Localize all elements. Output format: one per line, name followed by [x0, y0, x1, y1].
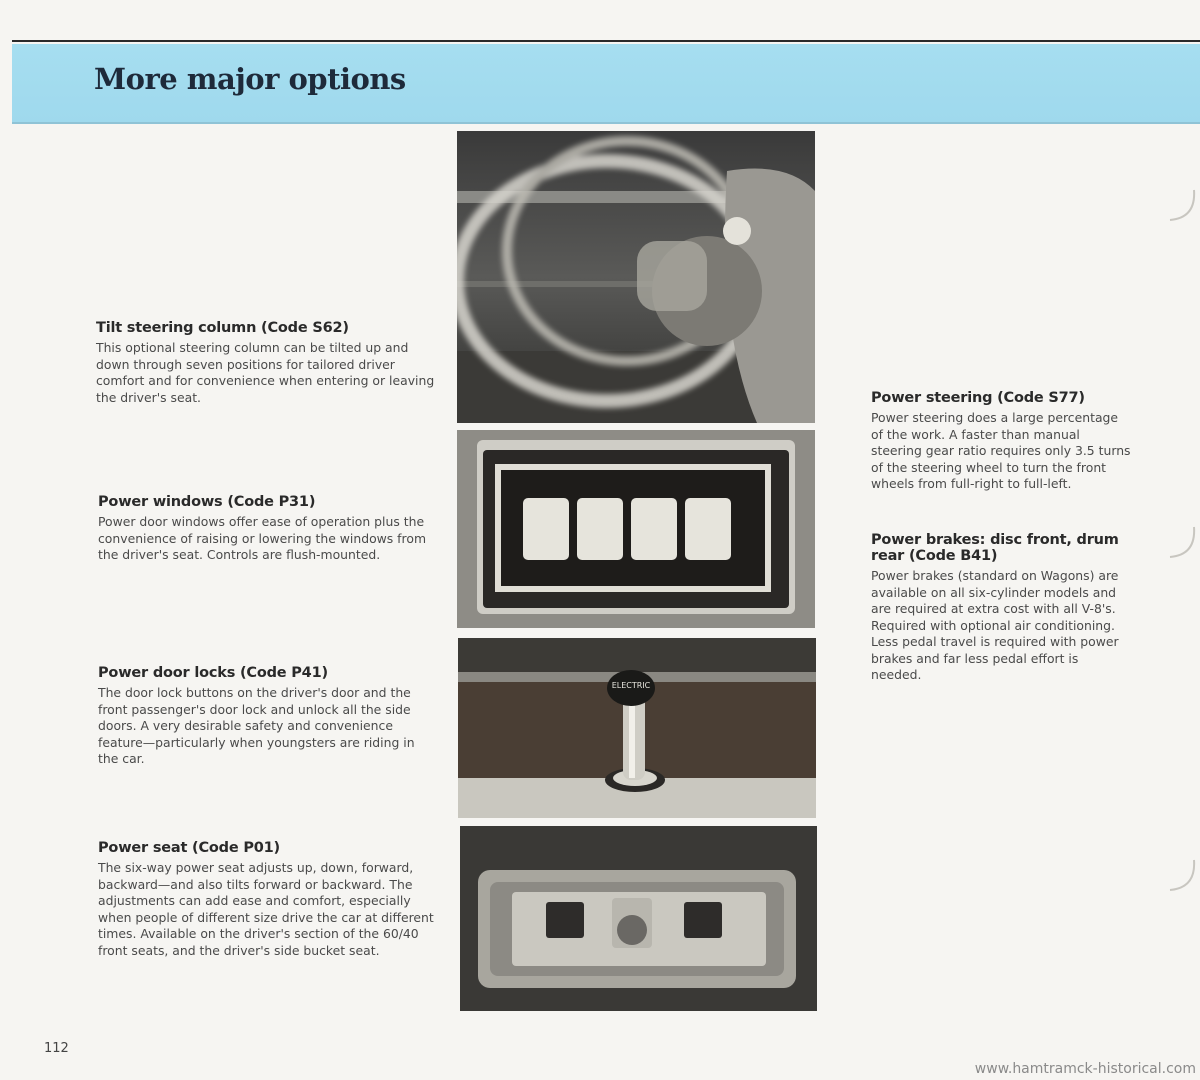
power-brakes-heading: Power brakes: disc front, drum rear (Code B41) [871, 532, 1119, 564]
binder-hole-bottom-icon [1166, 858, 1196, 898]
power-seat-heading: Power seat (Code P01) [98, 840, 280, 856]
section-power-windows [98, 494, 434, 564]
power-seat-photo [460, 826, 817, 1011]
section-power-door-locks [98, 665, 428, 768]
power-windows-photo [457, 430, 815, 628]
power-windows-body: Power door windows offer ease of operation plus the convenience of raising or lowering the windows from the driver's seat. Controls are flush-mounted. [98, 514, 427, 562]
top-rule [12, 40, 1200, 42]
section-power-brakes [871, 532, 1131, 684]
power-door-locks-heading: Power door locks (Code P41) [98, 665, 328, 681]
power-steering-body: Power steering does a large percentage of the work. A faster than manual steering gear ratio requires only 3.5 turns of the steering wheel to turn the front wheels from full-right to full-left. [871, 410, 1131, 491]
power-brakes-body: Power brakes (standard on Wagons) are available on all six-cylinder models and are required at extra cost with all V-8's. Required with optional air conditioning. Less pedal travel is required with power brakes and far less pedal effort is needed. [871, 568, 1119, 682]
tilt-steering-heading: Tilt steering column (Code S62) [96, 320, 349, 336]
tilt-steering-photo [457, 131, 815, 423]
lock-knob-label: ELECTRIC [611, 681, 651, 690]
header-band [12, 44, 1200, 124]
tilt-steering-body: This optional steering column can be tilted up and down through seven positions for tailored driver comfort and for convenience when entering or leaving the driver's seat. [96, 340, 435, 405]
section-tilt-steering [96, 320, 436, 406]
power-door-locks-body: The door lock buttons on the driver's door and the front passenger's door lock and unlock all the side doors. A very desirable safety and convenience feature—particularly when youngsters are riding in the car. [98, 685, 415, 766]
page-title: More major options [94, 62, 406, 96]
binder-hole-top-icon [1166, 188, 1196, 228]
section-power-seat [98, 840, 438, 959]
power-windows-heading: Power windows (Code P31) [98, 494, 316, 510]
page-number: 112 [44, 1041, 69, 1056]
power-seat-body: The six-way power seat adjusts up, down, forward, backward—and also tilts forward or backward. The adjustments can add ease and comfort, especially when people of different size drive the car at different times. Available on the driver's section of the 60/40 front seats, and the driver's side bucket seat. [98, 860, 434, 958]
section-power-steering [871, 390, 1131, 493]
watermark: www.hamtramck-historical.com [974, 1061, 1196, 1077]
power-steering-heading: Power steering (Code S77) [871, 390, 1085, 406]
door-lock-photo [458, 638, 816, 818]
binder-hole-middle-icon [1166, 525, 1196, 565]
